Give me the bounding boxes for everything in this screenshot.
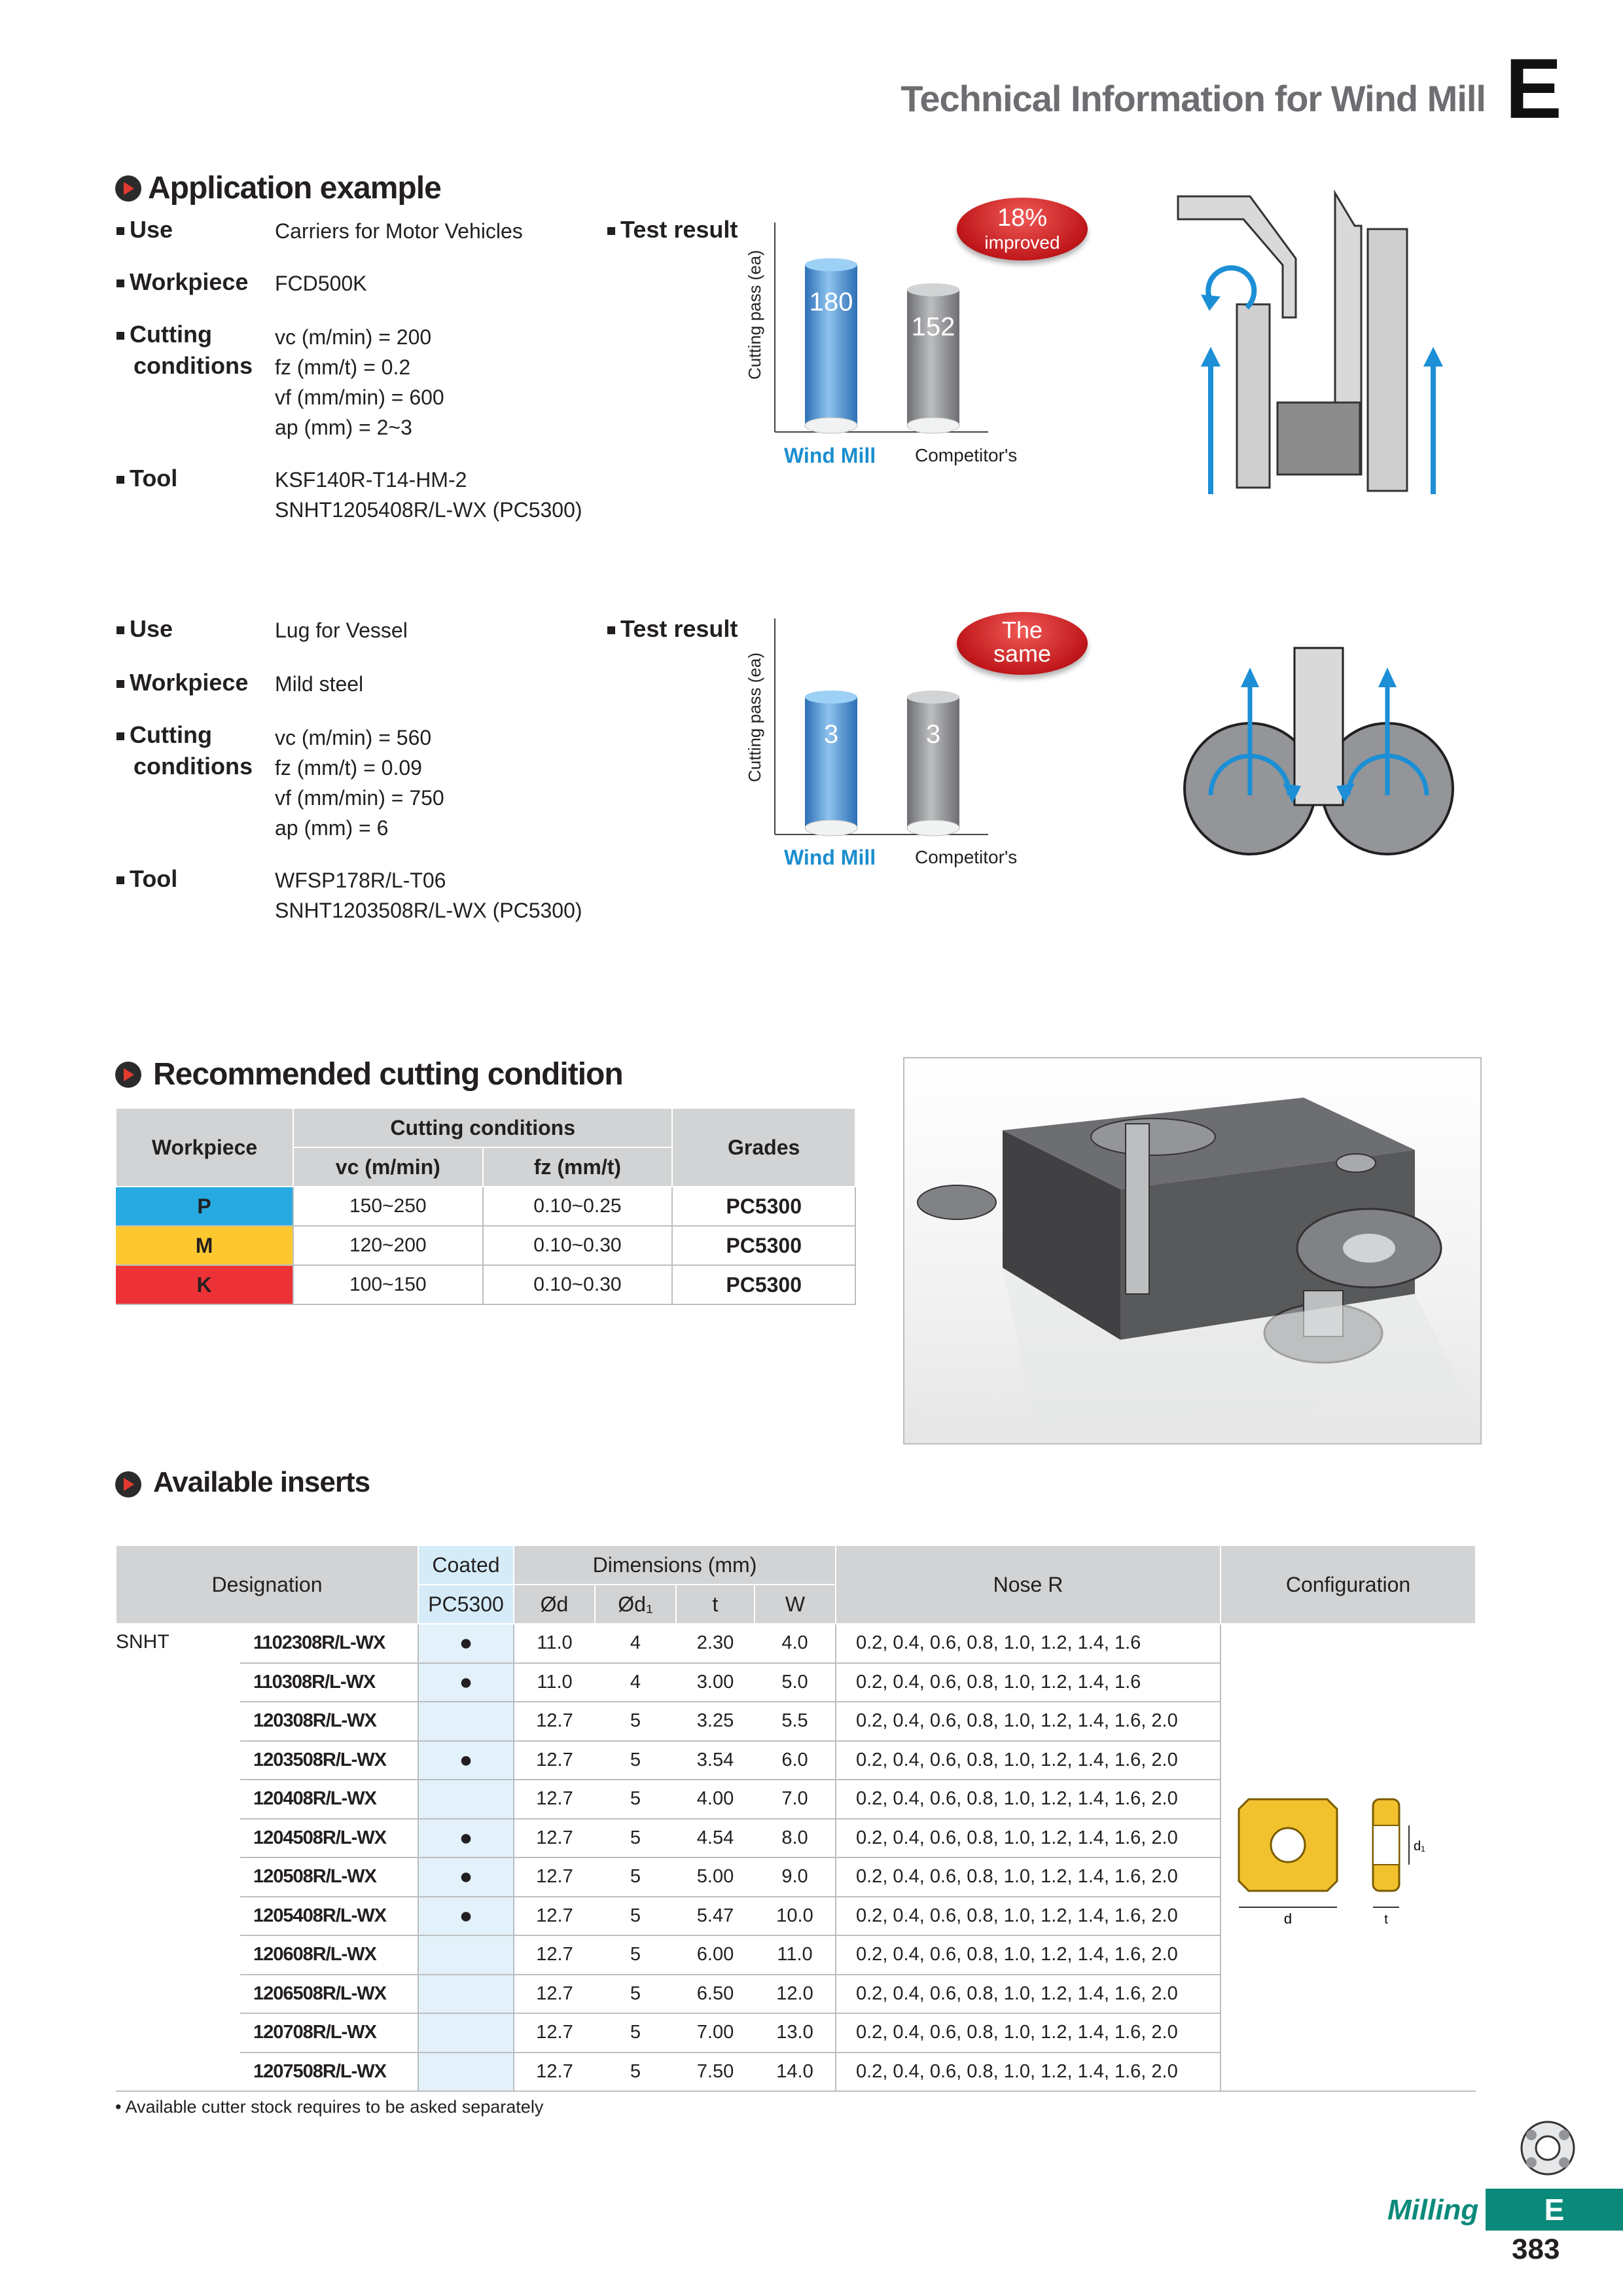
insert-configuration-drawing [1222,1773,1475,1937]
header-grades: Grades [672,1108,855,1187]
use-value: Carriers for Motor Vehicles [275,219,523,243]
tool-holder: KSF140R-T14-HM-2 [275,468,467,492]
header-d1: Ød₁ [595,1585,676,1624]
bar-windmill [805,691,857,836]
coated-mark [418,1780,514,1819]
dim-t: 6.50 [676,1975,755,2014]
coated-mark: ● [418,1819,514,1858]
header-workpiece: Workpiece [116,1108,293,1187]
dim-w: 4.0 [755,1624,836,1663]
badge-line-1: The [1001,617,1043,643]
insert-row [116,1624,1476,1663]
dim-d1: 4 [595,1624,676,1663]
header-coated: Coated [418,1545,514,1585]
fz-value: 0.10~0.25 [483,1187,673,1226]
dim-d1: 5 [595,2013,676,2053]
use-value: Lug for Vessel [275,619,408,642]
dim-d1: 5 [595,1897,676,1936]
header-configuration: Configuration [1221,1545,1476,1624]
coated-mark: ● [418,1857,514,1897]
tool-list [275,465,582,525]
availability-note: • Available cutter stock requires to be asked separately [115,2097,544,2117]
header-nose-r: Nose R [836,1545,1221,1624]
condition-ap: ap (mm) = 6 [275,816,389,840]
nose-r-values: 0.2, 0.4, 0.6, 0.8, 1.0, 1.2, 1.4, 1.6, 2.0 [836,1897,1221,1936]
coated-mark [418,1702,514,1741]
fz-value: 0.10~0.30 [483,1226,673,1265]
bar-value-label: 3 [823,720,839,749]
use-label: Use [116,615,173,643]
insert-designation: 1102308R/L-WX [240,1624,418,1663]
insert-designation: 110308R/L-WX [240,1663,418,1702]
workpiece-group: P [116,1187,293,1226]
dim-d1: 5 [595,2053,676,2092]
insert-designation: 1203508R/L-WX [240,1741,418,1780]
dim-w: 8.0 [755,1819,836,1858]
dim-w: 10.0 [755,1897,836,1936]
dim-d1: 5 [595,1975,676,2014]
dim-w: 14.0 [755,2053,836,2092]
section-arrow-icon [115,1062,141,1088]
dim-d1: 5 [595,1702,676,1741]
tool-label: Tool [116,465,177,492]
workpiece-group: M [116,1226,293,1265]
bar-windmill [805,259,857,433]
dim-w: 7.0 [755,1780,836,1819]
cutting-condition-row [116,1265,855,1304]
insert-designation: 120308R/L-WX [240,1702,418,1741]
coated-mark [418,2053,514,2092]
dim-d: 12.7 [514,2053,595,2092]
nose-r-values: 0.2, 0.4, 0.6, 0.8, 1.0, 1.2, 1.4, 1.6, 2.0 [836,1741,1221,1780]
dim-d: 12.7 [514,1780,595,1819]
header-t: t [676,1585,755,1624]
insert-series: SNHT [116,1624,240,2091]
nose-r-values: 0.2, 0.4, 0.6, 0.8, 1.0, 1.2, 1.4, 1.6, 2.0 [836,1702,1221,1741]
insert-designation: 120508R/L-WX [240,1857,418,1897]
application-title: Application example [148,171,441,206]
tool-insert: SNHT1205408R/L-WX (PC5300) [275,498,582,522]
dim-w: 5.0 [755,1663,836,1702]
dim-d: 12.7 [514,2013,595,2053]
grade-value: PC5300 [672,1226,855,1265]
dim-w: 6.0 [755,1741,836,1780]
vc-value: 150~250 [293,1187,482,1226]
config-label-t: t [1383,1912,1388,1927]
header-dimensions: Dimensions (mm) [514,1545,836,1585]
badge-value: 18% [997,204,1048,232]
inserts-table [115,1545,1476,2092]
condition-vf: vf (mm/min) = 600 [275,386,444,409]
dim-t: 6.00 [676,1935,755,1975]
test-result-label: Test result [607,615,738,643]
page-header-title: Technical Information for Wind Mill [901,78,1486,119]
tool-list [275,865,582,925]
condition-vc: vc (m/min) = 200 [275,325,432,349]
section-arrow-icon [115,1471,141,1498]
header-designation: Designation [116,1545,418,1624]
dim-t: 7.50 [676,2053,755,2092]
nose-r-values: 0.2, 0.4, 0.6, 0.8, 1.0, 1.2, 1.4, 1.6, 2.0 [836,1780,1221,1819]
dim-t: 4.54 [676,1819,755,1858]
nose-r-values: 0.2, 0.4, 0.6, 0.8, 1.0, 1.2, 1.4, 1.6 [836,1663,1221,1702]
coated-mark [418,2013,514,2053]
bar-value-label: 3 [925,720,941,749]
condition-vc: vc (m/min) = 560 [275,726,432,749]
improvement-badge [957,198,1088,260]
dim-t: 3.54 [676,1741,755,1780]
chart-1-ylabel: Cutting pass (ea) [745,250,764,380]
milling-side-view-illustration [1171,187,1459,501]
dim-d: 12.7 [514,1857,595,1897]
conditions-label: conditions [134,753,253,780]
coated-mark: ● [418,1741,514,1780]
dim-t: 4.00 [676,1780,755,1819]
dim-d: 11.0 [514,1624,595,1663]
bar-competitor [907,283,959,433]
dim-t: 7.00 [676,2013,755,2053]
badge-text: improved [984,232,1060,253]
dim-t: 5.00 [676,1857,755,1897]
nose-r-values: 0.2, 0.4, 0.6, 0.8, 1.0, 1.2, 1.4, 1.6, 2.0 [836,1975,1221,2014]
header-fz: fz (mm/t) [483,1147,673,1187]
nose-r-values: 0.2, 0.4, 0.6, 0.8, 1.0, 1.2, 1.4, 1.6 [836,1624,1221,1663]
coated-mark: ● [418,1897,514,1936]
insert-designation: 1207508R/L-WX [240,2053,418,2092]
nose-r-values: 0.2, 0.4, 0.6, 0.8, 1.0, 1.2, 1.4, 1.6, 2.0 [836,2053,1221,2092]
header-vc: vc (m/min) [293,1147,482,1187]
insert-designation: 120608R/L-WX [240,1935,418,1975]
milling-block-illustration [904,1058,1480,1443]
cutting-condition-row [116,1187,855,1226]
chart-1-label-windmill: Wind Mill [784,444,876,467]
dim-t: 3.00 [676,1663,755,1702]
tool-holder: WFSP178R/L-T06 [275,869,446,892]
dim-t: 5.47 [676,1897,755,1936]
dim-d: 12.7 [514,1702,595,1741]
cutter-thumbnail-icon [1512,2115,1584,2181]
header-cutting-conditions: Cutting conditions [293,1108,672,1147]
footer-category: Milling [1387,2194,1479,2226]
insert-designation: 1204508R/L-WX [240,1819,418,1858]
insert-designation: 1206508R/L-WX [240,1975,418,2014]
header-d: Ød [514,1585,595,1624]
dim-d1: 5 [595,1935,676,1975]
dim-d: 12.7 [514,1935,595,1975]
dim-w: 13.0 [755,2013,836,2053]
workpiece-value: FCD500K [275,272,367,295]
nose-r-values: 0.2, 0.4, 0.6, 0.8, 1.0, 1.2, 1.4, 1.6, 2.0 [836,1819,1221,1858]
badge-line-2: same [993,640,1052,667]
conditions-label: conditions [134,352,253,379]
dim-t: 3.25 [676,1702,755,1741]
dim-w: 5.5 [755,1702,836,1741]
header-w: W [755,1585,836,1624]
cutting-conditions-list [275,723,444,843]
workpiece-group: K [116,1265,293,1304]
workpiece-value: Mild steel [275,672,364,696]
chart-1-label-competitor: Competitor's [915,445,1018,465]
twin-cutter-illustration [1178,638,1466,861]
chart-2-label-windmill: Wind Mill [784,846,876,869]
dim-d1: 5 [595,1857,676,1897]
cutting-label: Cutting [116,321,212,348]
coated-mark: ● [418,1624,514,1663]
cutting-conditions-list [275,322,444,442]
config-label-d: d [1283,1910,1292,1927]
section-letter: E [1505,41,1562,136]
tool-insert: SNHT1203508R/L-WX (PC5300) [275,899,582,922]
inserts-title: Available inserts [153,1466,370,1498]
grade-value: PC5300 [672,1187,855,1226]
dim-d1: 4 [595,1663,676,1702]
dim-d1: 5 [595,1741,676,1780]
chart-2-ylabel: Cutting pass (ea) [745,653,764,782]
dim-d: 11.0 [514,1663,595,1702]
condition-ap: ap (mm) = 2~3 [275,416,412,439]
grade-value: PC5300 [672,1265,855,1304]
insert-designation: 120708R/L-WX [240,2013,418,2053]
workpiece-label: Workpiece [116,268,248,296]
insert-configuration [1221,1624,1476,2091]
coated-mark [418,1935,514,1975]
condition-fz: fz (mm/t) = 0.2 [275,355,411,379]
same-result-badge [957,612,1088,675]
footer-section-tab: E [1486,2189,1623,2231]
chart-2-label-competitor: Competitor's [915,847,1018,867]
vc-value: 120~200 [293,1226,482,1265]
dim-w: 11.0 [755,1935,836,1975]
dim-w: 9.0 [755,1857,836,1897]
coated-mark [418,1975,514,2014]
dim-d: 12.7 [514,1975,595,2014]
fz-value: 0.10~0.30 [483,1265,673,1304]
insert-designation: 1205408R/L-WX [240,1897,418,1936]
config-label-d1: d₁ [1413,1839,1425,1854]
dim-w: 12.0 [755,1975,836,2014]
cutting-condition-row [116,1226,855,1265]
bar-value-label: 180 [809,287,853,317]
tool-label: Tool [116,865,177,893]
dim-d1: 5 [595,1780,676,1819]
nose-r-values: 0.2, 0.4, 0.6, 0.8, 1.0, 1.2, 1.4, 1.6, 2.0 [836,2013,1221,2053]
bar-value-label: 152 [911,312,955,342]
condition-vf: vf (mm/min) = 750 [275,786,444,810]
recommended-cutting-table [115,1107,856,1305]
test-result-label: Test result [607,216,738,243]
windmill-cutter-3d-image [903,1057,1482,1444]
page-number: 383 [1512,2233,1560,2265]
bar-competitor [907,691,959,836]
nose-r-values: 0.2, 0.4, 0.6, 0.8, 1.0, 1.2, 1.4, 1.6, 2.0 [836,1935,1221,1975]
section-arrow-icon [115,175,141,202]
dim-t: 2.30 [676,1624,755,1663]
vc-value: 100~150 [293,1265,482,1304]
dim-d: 12.7 [514,1819,595,1858]
cutting-label: Cutting [116,721,212,749]
dim-d: 12.7 [514,1741,595,1780]
nose-r-values: 0.2, 0.4, 0.6, 0.8, 1.0, 1.2, 1.4, 1.6, 2.0 [836,1857,1221,1897]
workpiece-label: Workpiece [116,669,248,696]
insert-designation: 120408R/L-WX [240,1780,418,1819]
dim-d: 12.7 [514,1897,595,1936]
coated-mark: ● [418,1663,514,1702]
dim-d1: 5 [595,1819,676,1858]
header-grade-pc5300: PC5300 [418,1585,514,1624]
recommended-title: Recommended cutting condition [153,1057,623,1092]
condition-fz: fz (mm/t) = 0.09 [275,756,422,780]
use-label: Use [116,216,173,243]
